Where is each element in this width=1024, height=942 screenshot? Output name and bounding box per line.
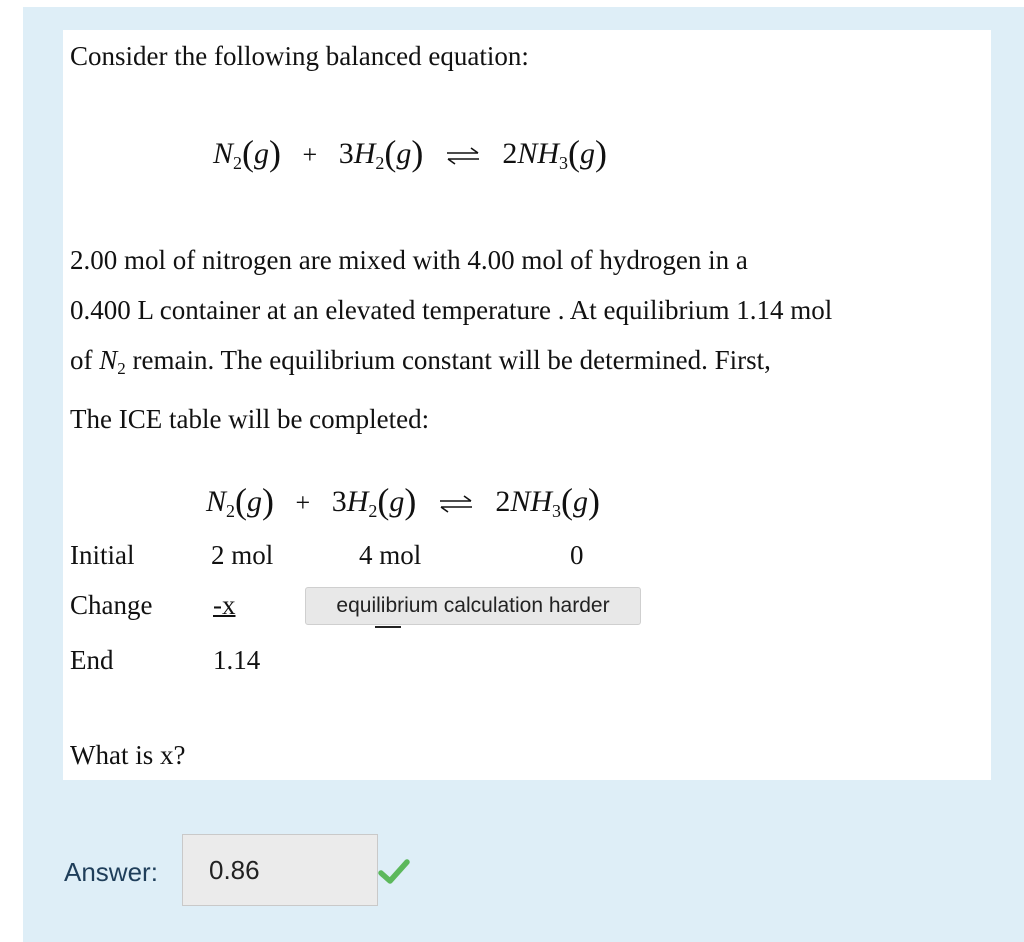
paragraph-line-1: 2.00 mol of nitrogen are mixed with 4.00 mol of hydrogen in a [70,245,748,275]
eq-product: NH [517,137,560,170]
question-prompt: What is x? [70,740,186,770]
eq-product-sub: 3 [559,153,569,173]
ice-reactant1-sub: 2 [226,501,236,521]
eq-reactant2-coef: 3 [338,137,354,170]
ice-reactant2-state: g [389,485,405,518]
eq-reactant2-state: g [396,137,412,170]
eq-reactant1: N [213,137,234,170]
ice-change-n2: -x [213,590,236,620]
question-text-box [63,30,991,780]
equilibrium-arrow-icon [445,146,481,166]
ice-row-change-label: Change [70,590,153,620]
ice-reactant2-coef: 3 [331,485,347,518]
ice-equation-header: $N_2(g) + 3H_2(g)$ $2NH_3(g)$ [206,481,601,521]
eq-product-coef: 2 [502,137,518,170]
eq-product-state: g [580,137,596,170]
ice-product-coef: 2 [495,485,511,518]
line3-species: N [99,345,118,375]
ice-reactant1-state: g [247,485,263,518]
eq-reactant1-sub: 2 [233,153,243,173]
ice-initial-n2: 2 mol [211,540,274,570]
cursor-underline [375,626,401,628]
answer-label: Answer: [64,857,158,887]
answer-input[interactable] [182,834,378,906]
line3-pre: of [70,345,100,375]
ice-end-n2: 1.14 [213,645,261,675]
ice-product: NH [510,485,553,518]
ice-product-sub: 3 [552,501,562,521]
ice-plus: + [295,488,311,517]
ice-reactant1: N [206,485,227,518]
eq-reactant1-state: g [254,137,270,170]
paragraph-line-2: 0.400 L container at an elevated temperature . At equilibrium 1.14 mol [70,295,833,325]
balanced-equation: $N_2(g) + 3H_2(g)$ $2NH_3(g)$ [213,133,608,173]
ice-reactant2: H [346,485,369,518]
equilibrium-arrow-icon [438,494,474,514]
problem-paragraph [70,235,990,444]
eq-reactant2: H [353,137,376,170]
line3-sub: 2 [117,359,126,378]
ice-row-initial-label: Initial [70,540,135,570]
ice-initial-nh3: 0 [570,540,584,570]
ice-product-state: g [573,485,589,518]
eq-reactant2-sub: 2 [375,153,385,173]
ice-reactant2-sub: 2 [368,501,378,521]
tooltip: equilibrium calculation harder [305,587,641,625]
paragraph-line-4: The ICE table will be completed: [70,404,430,434]
ice-row-end-label: End [70,645,114,675]
line3-post: remain. The equilibrium constant will be determined. First, [125,345,771,375]
ice-initial-h2: 4 mol [359,540,422,570]
paragraph-line-3 [70,335,990,394]
check-icon [378,858,410,886]
eq-plus: + [302,140,318,169]
question-intro: Consider the following balanced equation: [70,41,529,71]
